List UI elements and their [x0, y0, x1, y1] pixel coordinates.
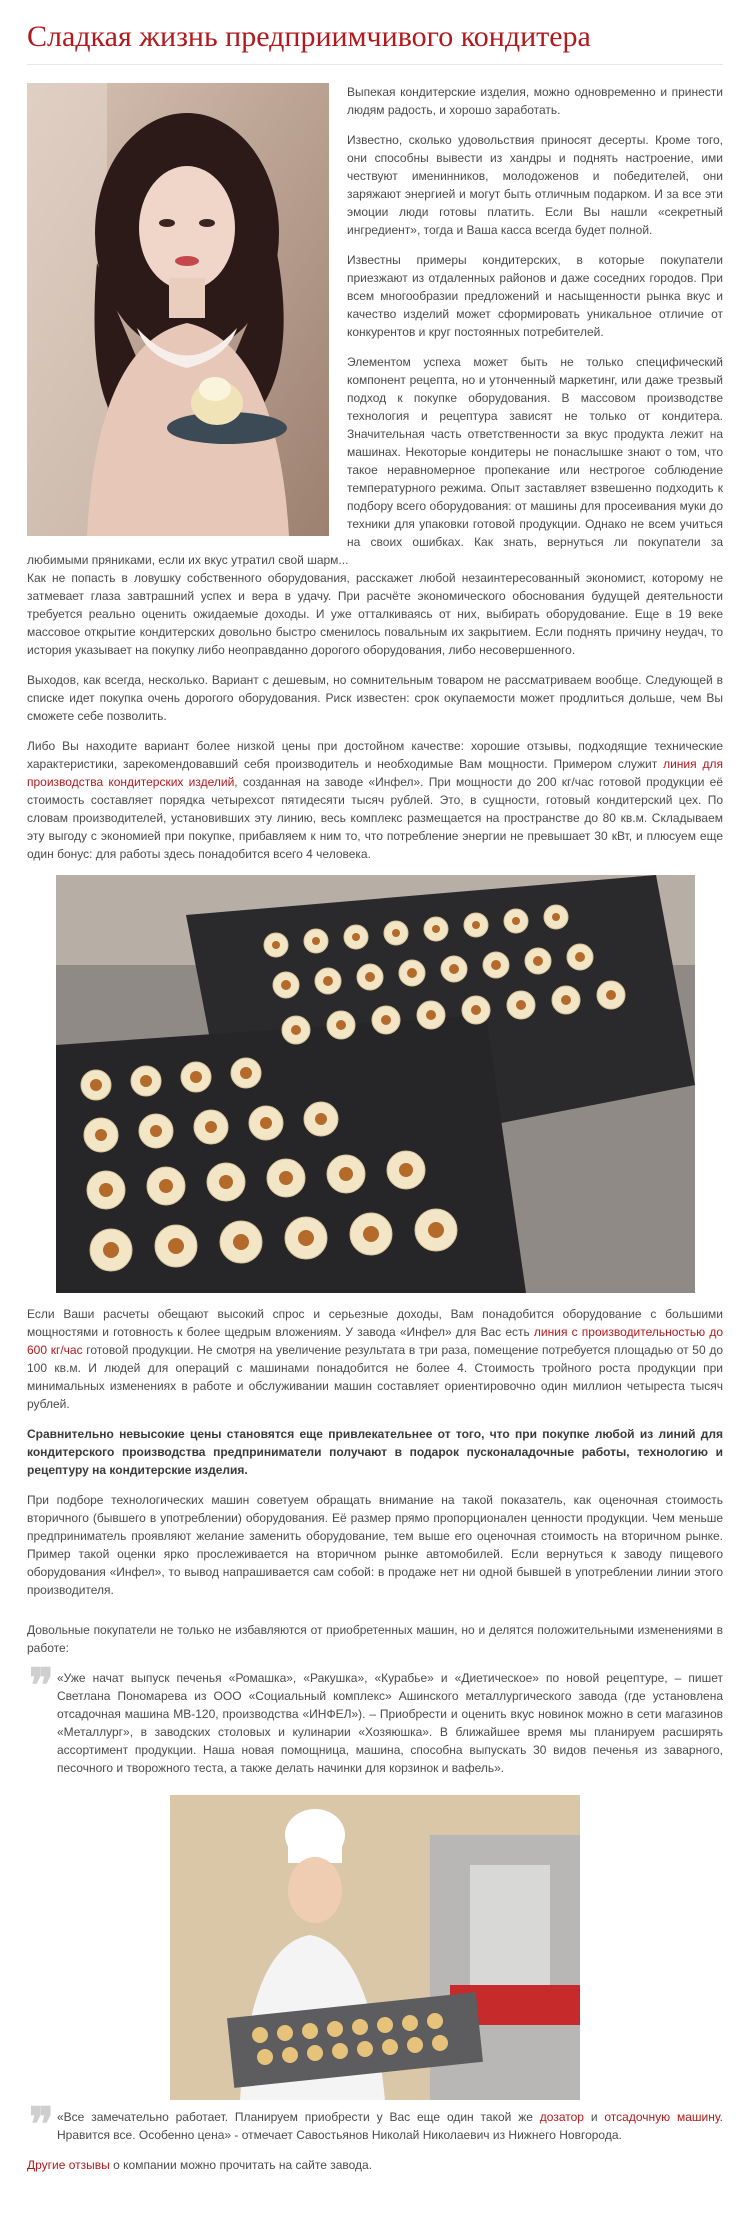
quote-mark-icon: ❞ — [29, 2099, 54, 2150]
testimonial-quote-1 — [27, 1660, 723, 1777]
paragraph-10: При подборе технологических машин советуем обращать внимание на такой показатель, как оценочная стоимость вторичного (бывшего в употреблении) оборудования. Её размер прямо пропорционален ценности продукции. Чем меньше предприниматель проявляют желание заменить оборудование, тем выше его оценочная стоимость на вторичном рынке. Пример такой оценки ярко прослеживается на вторичном рынке автомобилей. Если вернуться к заводу пищевого оборудования «Инфел», то вывод напрашивается сам собой: в продаже нет ни одной бывшей в употреблении линии этого производителя. — [27, 1493, 723, 1597]
cookie-trays-photo — [56, 875, 695, 1293]
footer-paragraph — [27, 2156, 723, 2174]
other-reviews-link[interactable]: Другие отзывы — [27, 2158, 110, 2172]
paragraph-7-text-a: Либо Вы находите вариант более низкой цены при достойном качестве: хорошие отзывы, подходящие технические характеристики, зарекомендовавший себя производитель и необходимые Вам мощности. Примером служит — [27, 739, 723, 771]
paragraph-7-text-b: , созданная на заводе «Инфел». При мощности до 200 кг/час готовой продукции её стоимость составляет порядка четырехсот пятидесяти тысяч рублей. Это, в сущности, готовый кондитерский цех. По словам производителей, установивших эту линию, весь комплекс размещается на пространстве до 80 кв.м. Складываем эту выгоду с экономией при покупке, прибавляем к ним то, что потребление энергии не превышает 30 кВт, и плюсуем еще один бонус: для работы здесь понадобится всего 4 человека. — [27, 775, 724, 861]
pastry-chef-photo — [170, 1795, 580, 2100]
dispenser-link[interactable]: дозатор — [539, 2110, 584, 2124]
article-title: Сладкая жизнь предприимчивого кондитера — [27, 0, 723, 65]
paragraph-1: Выпекая кондитерские изделия, можно одновременно и принести людям радость, и хорошо заработать. — [347, 85, 723, 117]
quote-2-text-a: «Все замечательно работает. Планируем приобрести у Вас еще один такой же — [57, 2110, 540, 2124]
paragraph-6: Выходов, как всегда, несколько. Вариант с дешевым, но сомнительным товаром не рассматриваем вообще. Следующей в списке идет покупка очень дорогого оборудования. Риск известен: срок окупаемости может продлиться дольше, чем Вы сможете себе позволить. — [27, 673, 723, 723]
quote-2-text-b: . Нравится все. Особенно цена» - отмечает Савостьянов Николай Николаевич из Нижнего Новгорода. — [57, 2110, 724, 2142]
highlight-paragraph: Сравнительно невысокие цены становятся еще привлекательнее от того, что при покупке любой из линий для кондитерского производства предприниматели получают в подарок пусконаладочные работы, технологию и рецептуру на кондитерские изделия. — [27, 1427, 723, 1477]
footer-text: о компании можно прочитать на сайте завода. — [109, 2158, 373, 2172]
paragraph-8 — [27, 1305, 723, 1413]
quote-1-text: «Уже начат выпуск печенья «Ромашка», «Ракушка», «Курабье» и «Диетическое» по новой рецептуре, – пишет Светлана Пономарева из ООО «Социальный комплекс» Ашинского металлургического завода (где установлена отсадочная машина МВ-120, производства «ИНФЕЛ»). – Приобрести и оценить вкус новинок можно в сети магазинов «Металлург», в заводских столовых и кулинарии «Хозяюшка». В ближайшее время мы планируем расширять ассортимент продукции. Наша новая помощница, машина, способна выпускать 30 видов печенья из заварного, песочного и творожного теста, а также делать начинки для корзинок и вафель». — [57, 1671, 723, 1775]
quote-2-text-mid: и — [583, 2110, 605, 2124]
high-capacity-line-link[interactable]: линия с производительностью до 600 кг/час — [27, 1325, 723, 1357]
woman-with-cake-photo — [27, 83, 329, 536]
paragraph-11: Довольные покупатели не только не избавляются от приобретенных машин, но и делятся положительными изменениями в работе: — [27, 1623, 723, 1655]
quote-mark-icon: ❞ — [29, 1660, 54, 1711]
confectionery-line-link[interactable]: линия для производства кондитерских изделий — [27, 757, 723, 789]
quote-2-text — [57, 2108, 723, 2144]
paragraph-2: Известно, сколько удовольствия приносят десерты. Кроме того, они способны вывести из хандры и поднять настроение, ими чествуют именинников, молодоженов и победителей, они заряжают энергией и могут быть отличным подарком. И за все эти эмоции люди готовы платить. Если Вы нашли «секретный ингредиент», тогда и Ваша касса всегда будет полной. — [347, 133, 723, 237]
depositing-machine-link[interactable]: отсадочную машину — [604, 2110, 720, 2124]
paragraph-3: Известны примеры кондитерских, в которые покупатели приезжают из отдаленных районов и даже соседних городов. При всем многообразии предложений и насыщенности рынка вкус и качество изделий может сформировать уникальное отличие от конкурентов и круг постоянных потребителей. — [347, 253, 723, 339]
paragraph-8-text-a: Если Ваши расчеты обещают высокий спрос и серьезные доходы, Вам понадобится оборудование с большими мощностями и готовность к более щедрым вложениям. У завода «Инфел» для Вас есть — [27, 1307, 723, 1339]
paragraph-4: Элементом успеха может быть не только специфический компонент рецепта, но и утонченный маркетинг, или даже трезвый подход к покупке оборудования. В массовом производстве технология и рецептура зависят не только от кондитера. Значительная часть ответственности за вкус продукта лежит на машинах. Некоторые кондитеры не понаслышке знают о том, что такое неравномерное пропекание или нестрогое соблюдение температурного режима. Опыт заставляет взвешенно подходить к подбору всего оборудования: от машины для просеивания муки до техники для упаковки готовой продукции. Однако не всем учиться на своих ошибках. Как знать, вернуться ли покупатели за любимыми пряниками, если их вкус утратил свой шарм... — [27, 355, 723, 567]
paragraph-5: Как не попасть в ловушку собственного оборудования, расскажет любой незаинтересованный экономист, которому не затмевает глаза завтрашний успех и вера в удачу. При расчёте экономического обоснования будущей деятельности требуется реально оценить ожидаемые доходы. И уже отталкиваясь от них, выбирать оборудование. Еще в 19 веке массовое открытие кондитерских довольно быстро сменилось повальным их закрытием. Если поднять причину неудач, то история указывает на покупку либо неоправданно дорогого оборудования, либо несовершенного. — [27, 571, 723, 657]
paragraph-8-text-b: готовой продукции. Не смотря на увеличение результата в три раза, помещение потребуется площадью от 50 до 100 кв.м. И людей для операций с машинами понадобится не более 4. Стоимость тройного роста продукции при минимальных изменениях в работе и обслуживании машин составляет ориентировочно один миллион четыреста тысяч рублей. — [27, 1343, 724, 1411]
paragraph-7 — [27, 737, 723, 863]
testimonial-quote-2 — [27, 2099, 724, 2150]
